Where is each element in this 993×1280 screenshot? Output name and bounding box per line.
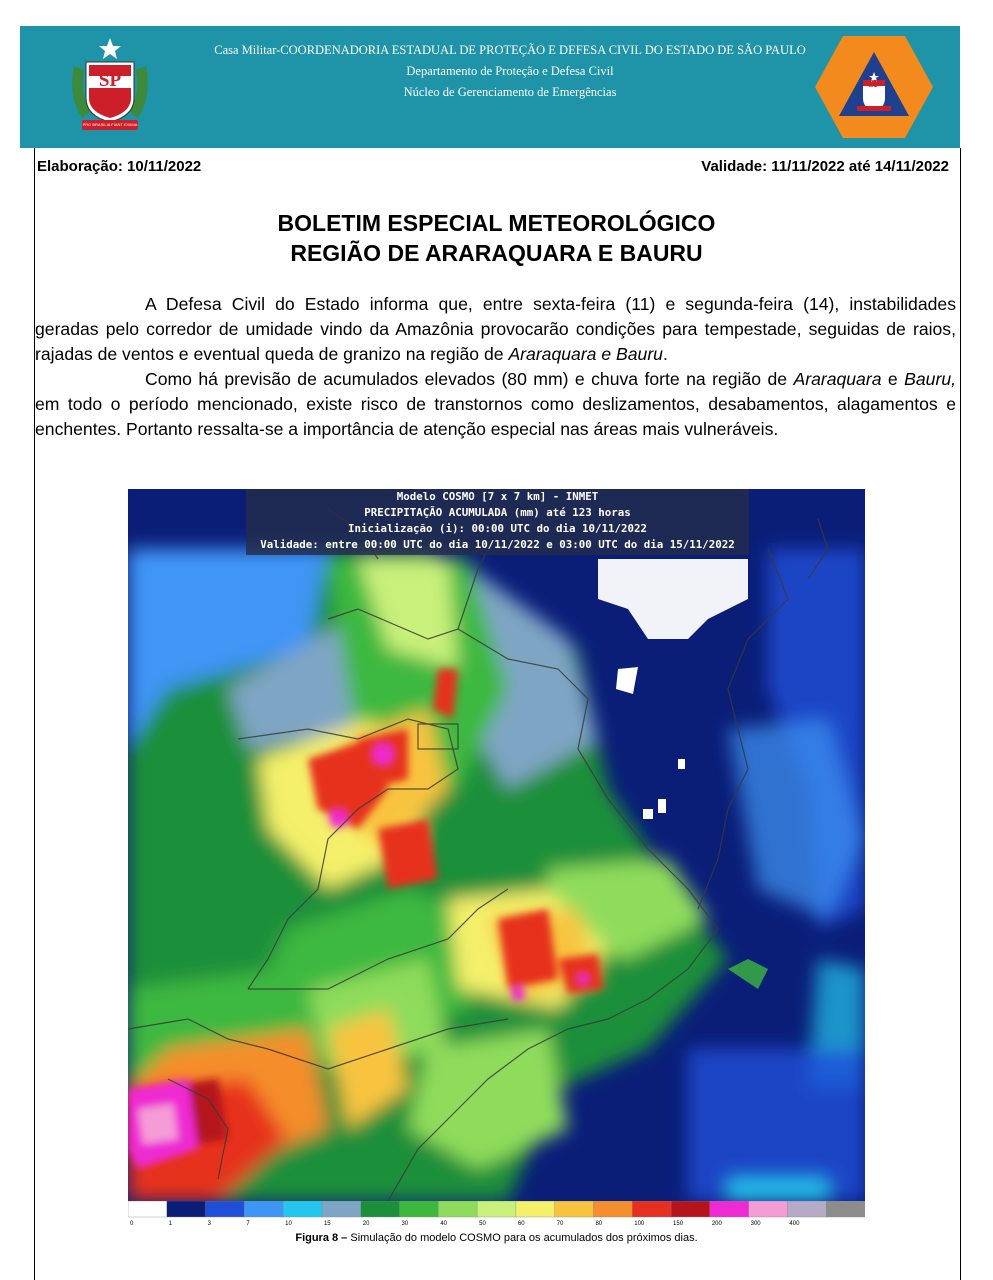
map-header-line-3: Inicialização (i): 00:00 UTC do dia 10/11/2022 [347,522,647,535]
scale-swatch [244,1201,283,1217]
validity-period: Validade: 11/11/2022 até 14/11/2022 [701,158,949,175]
scale-swatch [361,1201,400,1217]
bulletin-body [35,292,956,442]
scale-tick-label: 60 [517,1221,525,1227]
figure-caption: Figura 8 – Simulação do modelo COSMO para os acumulados dos próximos dias. [295,1232,698,1244]
scale-swatch [322,1201,361,1217]
precipitation-map-figure [128,489,865,1229]
bulletin-title [0,208,993,268]
scale-tick-label: 10 [285,1221,292,1227]
scale-tick-label: 400 [789,1221,800,1227]
scale-swatch [167,1201,206,1217]
scale-tick-label: 100 [634,1221,645,1227]
sp-emblem-motto: PRO BRASILIA FIANT EXIMIA [82,122,138,127]
scale-swatch [438,1201,477,1217]
map-header-line-2: PRECIPITAÇÃO ACUMULADA (mm) até 123 horas [364,506,631,519]
scale-tick-label: 3 [207,1221,211,1227]
map-header-line-1: Modelo COSMO [7 x 7 km] - INMET [396,490,599,503]
scale-tick-label: 0 [130,1221,134,1227]
scale-tick-label: 40 [440,1221,448,1227]
defesa-civil-emblem-letters: SP [868,79,880,90]
paragraph-2: Como há previsão de acumulados elevados (80 mm) e chuva forte na região de Araraquara e Bauru, em todo o período mencionado, existe risco de transtornos como deslizamentos, desabamentos, alagamentos e enchentes. Portanto ressalta-se a importância de atenção especial nas áreas mais vulneráveis. [35,369,956,439]
title-line-2: REGIÃO DE ARARAQUARA E BAURU [290,240,703,266]
scale-swatch [632,1201,671,1217]
map-header-line-4: Validade: entre 00:00 UTC do dia 10/11/2022 e 03:00 UTC do dia 15/11/2022 [260,538,735,551]
scale-tick-label: 50 [479,1221,486,1227]
scale-tick-label: 15 [323,1221,331,1227]
scale-swatch [516,1201,555,1217]
header-text [170,40,850,103]
scale-swatch [593,1201,632,1217]
scale-tick-label: 200 [711,1221,722,1227]
header-line-3: Núcleo de Gerenciamento de Emergências [403,85,617,99]
scale-tick-label: 7 [246,1221,250,1227]
precipitation-color-scale [128,1201,865,1229]
scale-swatch [477,1201,516,1217]
scale-swatch [710,1201,749,1217]
scale-swatch [128,1201,167,1217]
scale-swatch [749,1201,788,1217]
scale-swatch [400,1201,439,1217]
scale-swatch [826,1201,865,1217]
paragraph-1: A Defesa Civil do Estado informa que, entre sexta-feira (11) e segunda-feira (14), instabilidades geradas pelo corredor de umidade vindo da Amazônia provocarão condições para tempestade, seguidas de raios, rajadas de ventos e eventual queda de granizo na região de Araraquara e Bauru. [35,294,956,364]
scale-tick-label: 150 [673,1221,684,1227]
scale-tick-label: 80 [595,1221,603,1227]
header-line-2: Departamento de Proteção e Defesa Civil [406,64,614,78]
scale-tick-label: 300 [750,1221,761,1227]
map-header-box [246,489,749,555]
scale-swatch [206,1201,245,1217]
sp-emblem-letters: SP [98,70,122,91]
scale-tick-label: 1 [168,1221,173,1227]
title-line-1: BOLETIM ESPECIAL METEOROLÓGICO [277,210,716,236]
scale-tick-label: 30 [401,1221,409,1227]
elaboration-date: Elaboração: 10/11/2022 [37,158,202,175]
header-banner [20,26,960,148]
scale-tick-label: 20 [362,1221,370,1227]
precipitation-map [128,489,865,1201]
scale-swatch [671,1201,710,1217]
header-line-1: Casa Militar-COORDENADORIA ESTADUAL DE PROTEÇÃO E DEFESA CIVIL DO ESTADO DE SÃO PAULO [214,43,806,57]
scale-swatch [283,1201,322,1217]
scale-tick-label: 70 [556,1221,564,1227]
scale-swatch [787,1201,826,1217]
scale-swatch [555,1201,594,1217]
